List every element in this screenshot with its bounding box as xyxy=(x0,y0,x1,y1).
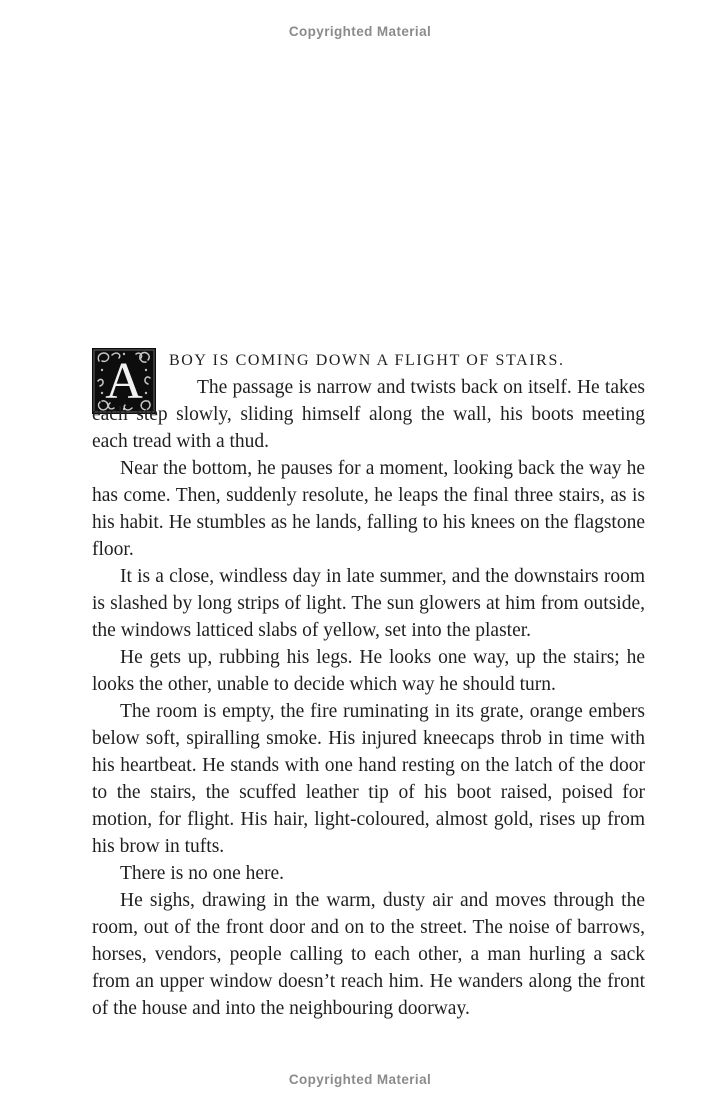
paragraph: He gets up, rubbing his legs. He looks one way, up the stairs; he looks the other, unable to decide which way he should turn. xyxy=(92,647,645,695)
paragraph: He sighs, drawing in the warm, dusty air and moves through the room, out of the front door and on to the street. The noise of barrows, horses, vendors, people calling to each other, a man hurling a sack from an upper window doesn’t reach him. He wanders along the front of the house and into the neighbouring doorway. xyxy=(92,890,645,1019)
paragraph: Near the bottom, he pauses for a moment, looking back the way he has come. Then, suddenly resolute, he leaps the final three stairs, as is his habit. He stumbles as he lands, falling to his knees on the flagstone floor. xyxy=(92,458,645,560)
opening-text: The passage is narrow and twists back on itself. He takes each step slowly, sliding himself along the wall, his boots meeting each tread with a thud. xyxy=(92,377,645,452)
paragraph: It is a close, windless day in late summer, and the downstairs room is slashed by long strips of light. The sun glowers at him from outside, the windows latticed slabs of yellow, set into the plaster. xyxy=(92,566,645,641)
watermark-top: Copyrighted Material xyxy=(288,24,432,39)
drop-cap-letter: A xyxy=(105,353,143,410)
opening-paragraph xyxy=(92,346,645,455)
paragraph: There is no one here. xyxy=(120,863,285,884)
opening-line-small-caps: BOY IS COMING DOWN A FLIGHT OF STAIRS. xyxy=(169,352,565,369)
body-text xyxy=(92,346,645,1022)
paragraph: The room is empty, the fire ruminating in its grate, orange embers below soft, spiralling smoke. His injured kneecaps throb in time with his heartbeat. He stands with one hand resting on the latch of the door to the stairs, the scuffed leather tip of his boot raised, poised for motion, for flight. His hair, light-coloured, almost gold, rises up from his brow in tufts. xyxy=(92,701,645,857)
watermark-bottom: Copyrighted Material xyxy=(288,1072,432,1087)
